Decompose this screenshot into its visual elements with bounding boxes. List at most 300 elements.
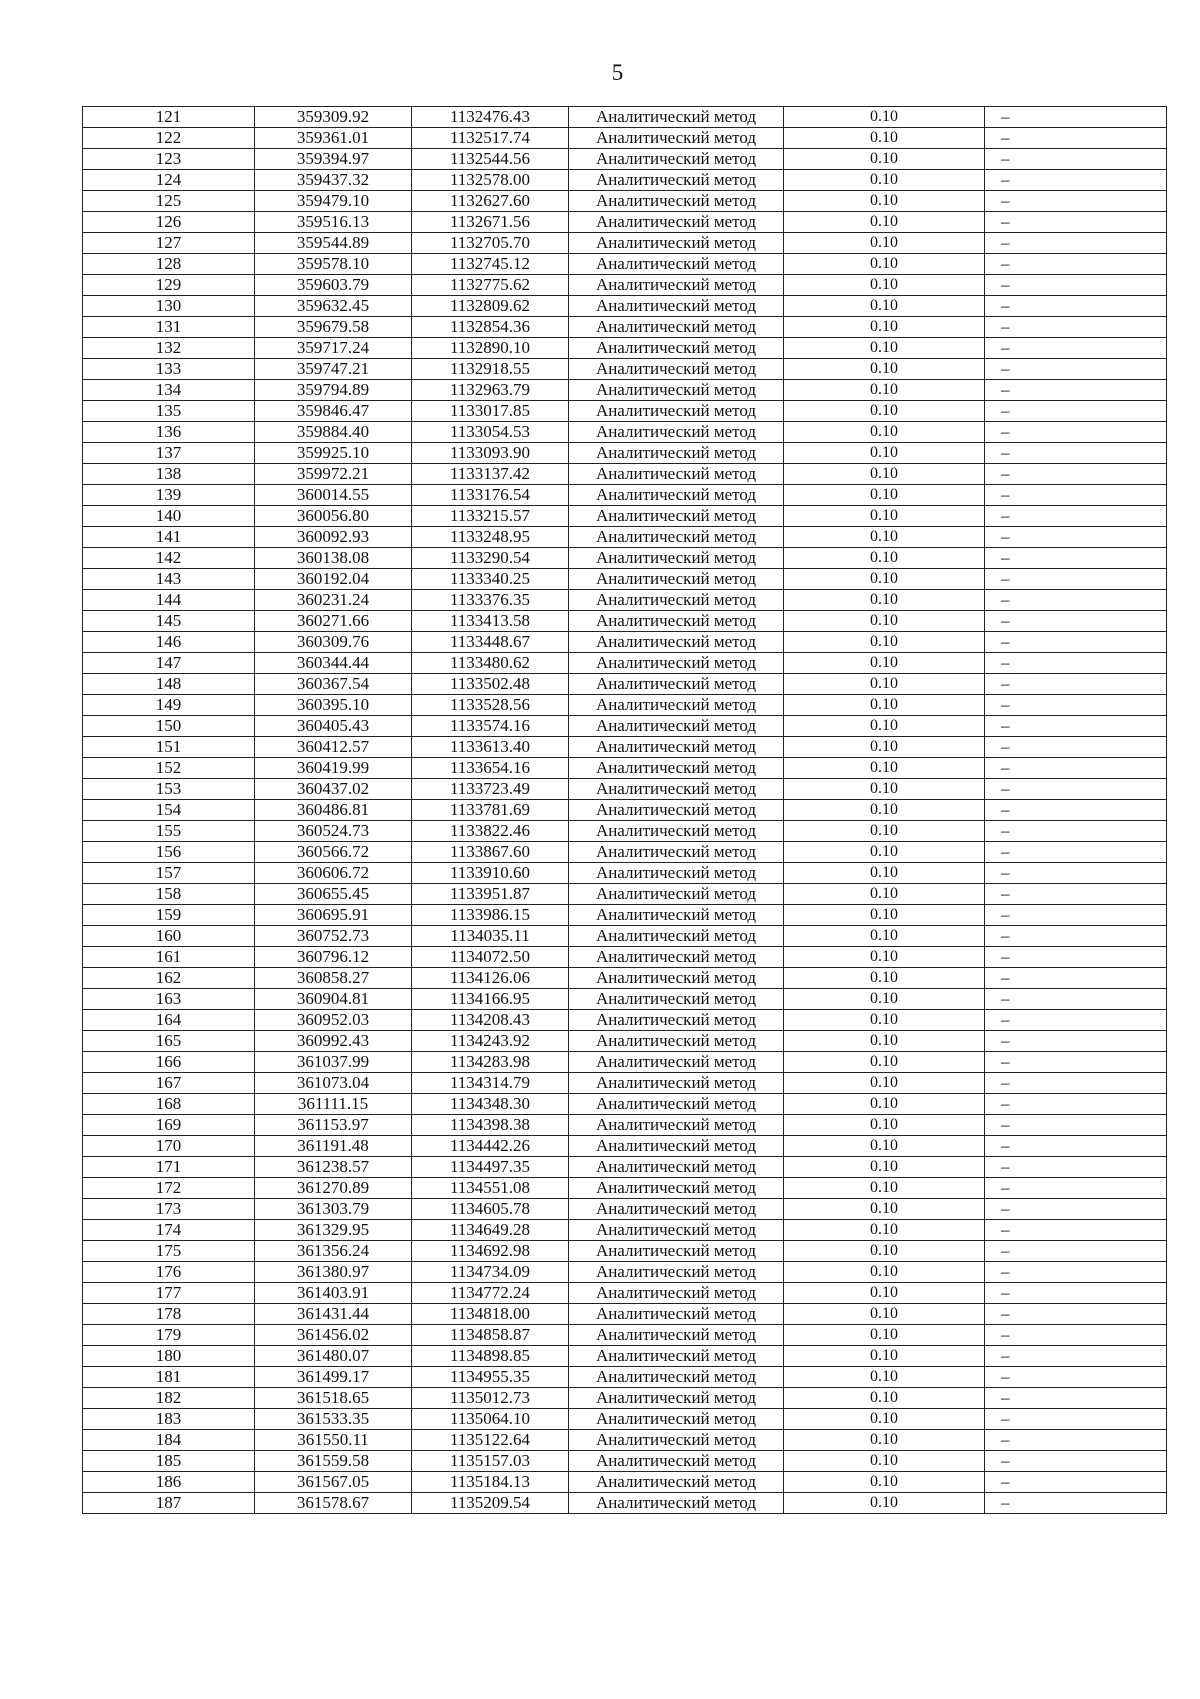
table-row <box>83 401 1167 422</box>
point-number-cell: 187 <box>83 1493 255 1514</box>
method-cell: Аналитический метод <box>569 1325 784 1346</box>
note-cell: – <box>985 191 1167 212</box>
method-cell: Аналитический метод <box>569 1136 784 1157</box>
table-row <box>83 569 1167 590</box>
x-coordinate-cell: 361356.24 <box>255 1241 412 1262</box>
note-cell: – <box>985 1136 1167 1157</box>
table-row <box>83 1094 1167 1115</box>
y-coordinate-cell: 1133951.87 <box>412 884 569 905</box>
x-coordinate-cell: 360904.81 <box>255 989 412 1010</box>
point-number-cell: 137 <box>83 443 255 464</box>
accuracy-cell: 0.10 <box>784 296 985 317</box>
y-coordinate-cell: 1132745.12 <box>412 254 569 275</box>
note-cell: – <box>985 170 1167 191</box>
y-coordinate-cell: 1134398.38 <box>412 1115 569 1136</box>
x-coordinate-cell: 360231.24 <box>255 590 412 611</box>
y-coordinate-cell: 1133376.35 <box>412 590 569 611</box>
table-row <box>83 443 1167 464</box>
accuracy-cell: 0.10 <box>784 1157 985 1178</box>
point-number-cell: 126 <box>83 212 255 233</box>
point-number-cell: 153 <box>83 779 255 800</box>
point-number-cell: 166 <box>83 1052 255 1073</box>
accuracy-cell: 0.10 <box>784 1367 985 1388</box>
table-row <box>83 1493 1167 1514</box>
point-number-cell: 147 <box>83 653 255 674</box>
accuracy-cell: 0.10 <box>784 926 985 947</box>
note-cell: – <box>985 296 1167 317</box>
y-coordinate-cell: 1133822.46 <box>412 821 569 842</box>
x-coordinate-cell: 361456.02 <box>255 1325 412 1346</box>
note-cell: – <box>985 212 1167 233</box>
x-coordinate-cell: 359544.89 <box>255 233 412 254</box>
y-coordinate-cell: 1133528.56 <box>412 695 569 716</box>
x-coordinate-cell: 360695.91 <box>255 905 412 926</box>
note-cell: – <box>985 1304 1167 1325</box>
note-cell: – <box>985 1115 1167 1136</box>
table-row <box>83 254 1167 275</box>
method-cell: Аналитический метод <box>569 947 784 968</box>
accuracy-cell: 0.10 <box>784 1115 985 1136</box>
table-row <box>83 968 1167 989</box>
note-cell: – <box>985 1388 1167 1409</box>
note-cell: – <box>985 716 1167 737</box>
table-row <box>83 317 1167 338</box>
x-coordinate-cell: 360952.03 <box>255 1010 412 1031</box>
method-cell: Аналитический метод <box>569 548 784 569</box>
accuracy-cell: 0.10 <box>784 149 985 170</box>
table-row <box>83 548 1167 569</box>
point-number-cell: 149 <box>83 695 255 716</box>
table-row <box>83 611 1167 632</box>
accuracy-cell: 0.10 <box>784 905 985 926</box>
method-cell: Аналитический метод <box>569 758 784 779</box>
table-row <box>83 632 1167 653</box>
table-row <box>83 464 1167 485</box>
y-coordinate-cell: 1134772.24 <box>412 1283 569 1304</box>
x-coordinate-cell: 360014.55 <box>255 485 412 506</box>
method-cell: Аналитический метод <box>569 1430 784 1451</box>
method-cell: Аналитический метод <box>569 1262 784 1283</box>
y-coordinate-cell: 1135122.64 <box>412 1430 569 1451</box>
table-row <box>83 800 1167 821</box>
point-number-cell: 165 <box>83 1031 255 1052</box>
accuracy-cell: 0.10 <box>784 1220 985 1241</box>
accuracy-cell: 0.10 <box>784 128 985 149</box>
y-coordinate-cell: 1134314.79 <box>412 1073 569 1094</box>
point-number-cell: 173 <box>83 1199 255 1220</box>
y-coordinate-cell: 1132671.56 <box>412 212 569 233</box>
point-number-cell: 182 <box>83 1388 255 1409</box>
table-row <box>83 1220 1167 1241</box>
x-coordinate-cell: 360092.93 <box>255 527 412 548</box>
x-coordinate-cell: 360344.44 <box>255 653 412 674</box>
y-coordinate-cell: 1135157.03 <box>412 1451 569 1472</box>
x-coordinate-cell: 360606.72 <box>255 863 412 884</box>
table-row <box>83 1157 1167 1178</box>
point-number-cell: 148 <box>83 674 255 695</box>
x-coordinate-cell: 361578.67 <box>255 1493 412 1514</box>
accuracy-cell: 0.10 <box>784 527 985 548</box>
table-row <box>83 1115 1167 1136</box>
method-cell: Аналитический метод <box>569 401 784 422</box>
note-cell: – <box>985 1262 1167 1283</box>
point-number-cell: 184 <box>83 1430 255 1451</box>
table-row <box>83 758 1167 779</box>
accuracy-cell: 0.10 <box>784 401 985 422</box>
point-number-cell: 174 <box>83 1220 255 1241</box>
y-coordinate-cell: 1132627.60 <box>412 191 569 212</box>
note-cell: – <box>985 485 1167 506</box>
method-cell: Аналитический метод <box>569 296 784 317</box>
coordinates-table <box>82 106 1167 1514</box>
y-coordinate-cell: 1133480.62 <box>412 653 569 674</box>
accuracy-cell: 0.10 <box>784 1052 985 1073</box>
accuracy-cell: 0.10 <box>784 485 985 506</box>
note-cell: – <box>985 527 1167 548</box>
note-cell: – <box>985 317 1167 338</box>
table-row <box>83 1388 1167 1409</box>
method-cell: Аналитический метод <box>569 1241 784 1262</box>
point-number-cell: 130 <box>83 296 255 317</box>
method-cell: Аналитический метод <box>569 1451 784 1472</box>
point-number-cell: 135 <box>83 401 255 422</box>
x-coordinate-cell: 359717.24 <box>255 338 412 359</box>
note-cell: – <box>985 674 1167 695</box>
point-number-cell: 132 <box>83 338 255 359</box>
accuracy-cell: 0.10 <box>784 821 985 842</box>
y-coordinate-cell: 1134734.09 <box>412 1262 569 1283</box>
x-coordinate-cell: 361303.79 <box>255 1199 412 1220</box>
point-number-cell: 142 <box>83 548 255 569</box>
x-coordinate-cell: 359632.45 <box>255 296 412 317</box>
note-cell: – <box>985 989 1167 1010</box>
point-number-cell: 177 <box>83 1283 255 1304</box>
x-coordinate-cell: 360138.08 <box>255 548 412 569</box>
method-cell: Аналитический метод <box>569 443 784 464</box>
table-row <box>83 1430 1167 1451</box>
accuracy-cell: 0.10 <box>784 989 985 1010</box>
table-row <box>83 863 1167 884</box>
x-coordinate-cell: 359925.10 <box>255 443 412 464</box>
note-cell: – <box>985 107 1167 128</box>
y-coordinate-cell: 1133574.16 <box>412 716 569 737</box>
note-cell: – <box>985 884 1167 905</box>
accuracy-cell: 0.10 <box>784 1304 985 1325</box>
table-row <box>83 338 1167 359</box>
x-coordinate-cell: 361403.91 <box>255 1283 412 1304</box>
note-cell: – <box>985 254 1167 275</box>
accuracy-cell: 0.10 <box>784 191 985 212</box>
accuracy-cell: 0.10 <box>784 611 985 632</box>
x-coordinate-cell: 359578.10 <box>255 254 412 275</box>
method-cell: Аналитический метод <box>569 926 784 947</box>
x-coordinate-cell: 360419.99 <box>255 758 412 779</box>
note-cell: – <box>985 758 1167 779</box>
y-coordinate-cell: 1133723.49 <box>412 779 569 800</box>
note-cell: – <box>985 443 1167 464</box>
x-coordinate-cell: 361111.15 <box>255 1094 412 1115</box>
note-cell: – <box>985 863 1167 884</box>
note-cell: – <box>985 149 1167 170</box>
y-coordinate-cell: 1134497.35 <box>412 1157 569 1178</box>
x-coordinate-cell: 361533.35 <box>255 1409 412 1430</box>
point-number-cell: 127 <box>83 233 255 254</box>
note-cell: – <box>985 422 1167 443</box>
table-row <box>83 905 1167 926</box>
accuracy-cell: 0.10 <box>784 737 985 758</box>
note-cell: – <box>985 821 1167 842</box>
table-row <box>83 695 1167 716</box>
point-number-cell: 172 <box>83 1178 255 1199</box>
y-coordinate-cell: 1134898.85 <box>412 1346 569 1367</box>
accuracy-cell: 0.10 <box>784 1178 985 1199</box>
y-coordinate-cell: 1133413.58 <box>412 611 569 632</box>
method-cell: Аналитический метод <box>569 569 784 590</box>
point-number-cell: 181 <box>83 1367 255 1388</box>
y-coordinate-cell: 1132809.62 <box>412 296 569 317</box>
accuracy-cell: 0.10 <box>784 716 985 737</box>
coordinates-table-body <box>83 107 1167 1514</box>
accuracy-cell: 0.10 <box>784 422 985 443</box>
x-coordinate-cell: 359394.97 <box>255 149 412 170</box>
table-row <box>83 1073 1167 1094</box>
y-coordinate-cell: 1132918.55 <box>412 359 569 380</box>
point-number-cell: 134 <box>83 380 255 401</box>
table-row <box>83 170 1167 191</box>
accuracy-cell: 0.10 <box>784 779 985 800</box>
method-cell: Аналитический метод <box>569 1199 784 1220</box>
table-row <box>83 1367 1167 1388</box>
point-number-cell: 146 <box>83 632 255 653</box>
y-coordinate-cell: 1134818.00 <box>412 1304 569 1325</box>
table-row <box>83 779 1167 800</box>
note-cell: – <box>985 653 1167 674</box>
y-coordinate-cell: 1132517.74 <box>412 128 569 149</box>
method-cell: Аналитический метод <box>569 737 784 758</box>
table-row <box>83 485 1167 506</box>
accuracy-cell: 0.10 <box>784 107 985 128</box>
table-row <box>83 1178 1167 1199</box>
method-cell: Аналитический метод <box>569 674 784 695</box>
accuracy-cell: 0.10 <box>784 695 985 716</box>
method-cell: Аналитический метод <box>569 380 784 401</box>
accuracy-cell: 0.10 <box>784 1136 985 1157</box>
table-row <box>83 1010 1167 1031</box>
note-cell: – <box>985 926 1167 947</box>
accuracy-cell: 0.10 <box>784 674 985 695</box>
y-coordinate-cell: 1133137.42 <box>412 464 569 485</box>
point-number-cell: 125 <box>83 191 255 212</box>
x-coordinate-cell: 359309.92 <box>255 107 412 128</box>
y-coordinate-cell: 1132578.00 <box>412 170 569 191</box>
note-cell: – <box>985 1493 1167 1514</box>
point-number-cell: 170 <box>83 1136 255 1157</box>
x-coordinate-cell: 360752.73 <box>255 926 412 947</box>
y-coordinate-cell: 1133986.15 <box>412 905 569 926</box>
method-cell: Аналитический метод <box>569 359 784 380</box>
note-cell: – <box>985 1367 1167 1388</box>
y-coordinate-cell: 1134035.11 <box>412 926 569 947</box>
table-row <box>83 926 1167 947</box>
y-coordinate-cell: 1133613.40 <box>412 737 569 758</box>
method-cell: Аналитический метод <box>569 422 784 443</box>
x-coordinate-cell: 361037.99 <box>255 1052 412 1073</box>
point-number-cell: 180 <box>83 1346 255 1367</box>
note-cell: – <box>985 611 1167 632</box>
method-cell: Аналитический метод <box>569 905 784 926</box>
table-row <box>83 233 1167 254</box>
y-coordinate-cell: 1132775.62 <box>412 275 569 296</box>
note-cell: – <box>985 506 1167 527</box>
accuracy-cell: 0.10 <box>784 233 985 254</box>
x-coordinate-cell: 361270.89 <box>255 1178 412 1199</box>
point-number-cell: 140 <box>83 506 255 527</box>
y-coordinate-cell: 1134955.35 <box>412 1367 569 1388</box>
y-coordinate-cell: 1133654.16 <box>412 758 569 779</box>
x-coordinate-cell: 360192.04 <box>255 569 412 590</box>
table-row <box>83 674 1167 695</box>
method-cell: Аналитический метод <box>569 968 784 989</box>
point-number-cell: 183 <box>83 1409 255 1430</box>
point-number-cell: 162 <box>83 968 255 989</box>
table-row <box>83 1451 1167 1472</box>
x-coordinate-cell: 360655.45 <box>255 884 412 905</box>
y-coordinate-cell: 1135209.54 <box>412 1493 569 1514</box>
x-coordinate-cell: 360395.10 <box>255 695 412 716</box>
y-coordinate-cell: 1134072.50 <box>412 947 569 968</box>
note-cell: – <box>985 1031 1167 1052</box>
y-coordinate-cell: 1133448.67 <box>412 632 569 653</box>
y-coordinate-cell: 1134692.98 <box>412 1241 569 1262</box>
method-cell: Аналитический метод <box>569 107 784 128</box>
y-coordinate-cell: 1134605.78 <box>412 1199 569 1220</box>
method-cell: Аналитический метод <box>569 338 784 359</box>
note-cell: – <box>985 1325 1167 1346</box>
note-cell: – <box>985 275 1167 296</box>
method-cell: Аналитический метод <box>569 317 784 338</box>
point-number-cell: 164 <box>83 1010 255 1031</box>
x-coordinate-cell: 360992.43 <box>255 1031 412 1052</box>
note-cell: – <box>985 1094 1167 1115</box>
y-coordinate-cell: 1132890.10 <box>412 338 569 359</box>
point-number-cell: 154 <box>83 800 255 821</box>
method-cell: Аналитический метод <box>569 1472 784 1493</box>
table-row <box>83 842 1167 863</box>
y-coordinate-cell: 1133910.60 <box>412 863 569 884</box>
table-row <box>83 107 1167 128</box>
point-number-cell: 161 <box>83 947 255 968</box>
y-coordinate-cell: 1133017.85 <box>412 401 569 422</box>
table-row <box>83 1241 1167 1262</box>
accuracy-cell: 0.10 <box>784 464 985 485</box>
x-coordinate-cell: 360405.43 <box>255 716 412 737</box>
point-number-cell: 175 <box>83 1241 255 1262</box>
method-cell: Аналитический метод <box>569 1073 784 1094</box>
x-coordinate-cell: 359479.10 <box>255 191 412 212</box>
method-cell: Аналитический метод <box>569 779 784 800</box>
point-number-cell: 124 <box>83 170 255 191</box>
table-row <box>83 1409 1167 1430</box>
point-number-cell: 171 <box>83 1157 255 1178</box>
point-number-cell: 179 <box>83 1325 255 1346</box>
accuracy-cell: 0.10 <box>784 1010 985 1031</box>
accuracy-cell: 0.10 <box>784 758 985 779</box>
y-coordinate-cell: 1133290.54 <box>412 548 569 569</box>
table-row <box>83 422 1167 443</box>
x-coordinate-cell: 360858.27 <box>255 968 412 989</box>
x-coordinate-cell: 359679.58 <box>255 317 412 338</box>
accuracy-cell: 0.10 <box>784 653 985 674</box>
x-coordinate-cell: 360056.80 <box>255 506 412 527</box>
accuracy-cell: 0.10 <box>784 1388 985 1409</box>
point-number-cell: 159 <box>83 905 255 926</box>
table-row <box>83 1136 1167 1157</box>
point-number-cell: 152 <box>83 758 255 779</box>
accuracy-cell: 0.10 <box>784 359 985 380</box>
method-cell: Аналитический метод <box>569 464 784 485</box>
x-coordinate-cell: 360309.76 <box>255 632 412 653</box>
accuracy-cell: 0.10 <box>784 632 985 653</box>
accuracy-cell: 0.10 <box>784 1262 985 1283</box>
method-cell: Аналитический метод <box>569 191 784 212</box>
point-number-cell: 157 <box>83 863 255 884</box>
method-cell: Аналитический метод <box>569 254 784 275</box>
table-row <box>83 653 1167 674</box>
y-coordinate-cell: 1132544.56 <box>412 149 569 170</box>
method-cell: Аналитический метод <box>569 1031 784 1052</box>
x-coordinate-cell: 360524.73 <box>255 821 412 842</box>
accuracy-cell: 0.10 <box>784 548 985 569</box>
method-cell: Аналитический метод <box>569 800 784 821</box>
x-coordinate-cell: 361480.07 <box>255 1346 412 1367</box>
note-cell: – <box>985 1451 1167 1472</box>
point-number-cell: 178 <box>83 1304 255 1325</box>
x-coordinate-cell: 361431.44 <box>255 1304 412 1325</box>
point-number-cell: 150 <box>83 716 255 737</box>
point-number-cell: 133 <box>83 359 255 380</box>
method-cell: Аналитический метод <box>569 1493 784 1514</box>
x-coordinate-cell: 359747.21 <box>255 359 412 380</box>
point-number-cell: 121 <box>83 107 255 128</box>
accuracy-cell: 0.10 <box>784 842 985 863</box>
y-coordinate-cell: 1133781.69 <box>412 800 569 821</box>
note-cell: – <box>985 569 1167 590</box>
x-coordinate-cell: 361329.95 <box>255 1220 412 1241</box>
accuracy-cell: 0.10 <box>784 212 985 233</box>
method-cell: Аналитический метод <box>569 1115 784 1136</box>
y-coordinate-cell: 1133054.53 <box>412 422 569 443</box>
accuracy-cell: 0.10 <box>784 317 985 338</box>
method-cell: Аналитический метод <box>569 1409 784 1430</box>
y-coordinate-cell: 1134283.98 <box>412 1052 569 1073</box>
note-cell: – <box>985 1472 1167 1493</box>
table-row <box>83 716 1167 737</box>
method-cell: Аналитический метод <box>569 632 784 653</box>
accuracy-cell: 0.10 <box>784 968 985 989</box>
method-cell: Аналитический метод <box>569 716 784 737</box>
x-coordinate-cell: 360566.72 <box>255 842 412 863</box>
table-row <box>83 275 1167 296</box>
y-coordinate-cell: 1134126.06 <box>412 968 569 989</box>
note-cell: – <box>985 695 1167 716</box>
table-row <box>83 380 1167 401</box>
point-number-cell: 169 <box>83 1115 255 1136</box>
point-number-cell: 129 <box>83 275 255 296</box>
x-coordinate-cell: 361499.17 <box>255 1367 412 1388</box>
x-coordinate-cell: 359361.01 <box>255 128 412 149</box>
accuracy-cell: 0.10 <box>784 1472 985 1493</box>
accuracy-cell: 0.10 <box>784 1073 985 1094</box>
